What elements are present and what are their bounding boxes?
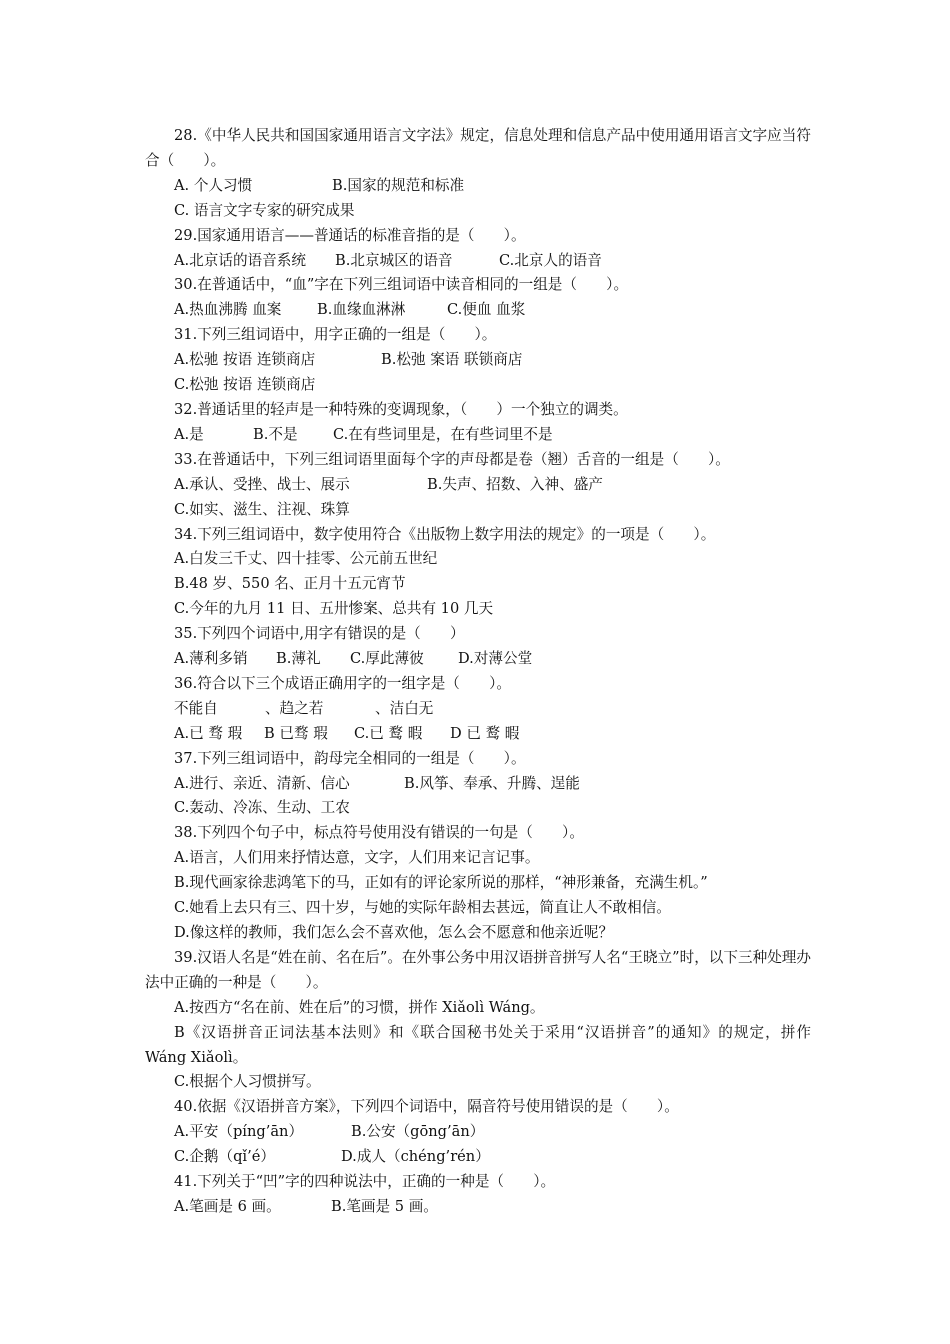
option-row — [145, 697, 811, 722]
text-line: C. 语言文字专家的研究成果 — [174, 201, 355, 219]
option-item: B.失声、招数、入神、盛产 — [427, 475, 603, 493]
option-item: 、洁白无 — [375, 699, 434, 717]
text-line: B《汉语拼音正词法基本法则》和《联合国秘书处关于采用“汉语拼音”的通知》的规定，拼作 Wáng Xiǎolì。 — [145, 1023, 811, 1066]
text-line: D.像这样的教师，我们怎么会不喜欢他，怎么会不愿意和他亲近呢？ — [174, 924, 614, 941]
option-item: B.松弛 案语 联锁商店 — [381, 351, 523, 369]
option-item: A.进行、亲近、清新、信心 — [174, 774, 350, 792]
option-item: C.北京人的语音 — [499, 251, 602, 269]
option-row — [145, 1145, 811, 1170]
text-line: A.白发三千丈、四十挂零、公元前五世纪 — [174, 550, 438, 568]
option-item: B.公安（gōng’ān） — [351, 1123, 485, 1141]
option-row — [145, 174, 811, 199]
text-line: C.如实、滋生、注视、珠算 — [174, 500, 350, 518]
option-row — [145, 722, 811, 747]
text-line: 28.《中华人民共和国国家通用语言文字法》规定，信息处理和信息产品中使用通用语言文字应当符合（ ）。 — [145, 127, 811, 169]
text-line: C.轰动、冷冻、生动、工农 — [174, 799, 350, 817]
text-line: A.语言，人们用来抒情达意，文字，人们用来记言记事。 — [174, 849, 540, 867]
text-line: B.48 岁、550 名、正月十五元宵节 — [174, 575, 406, 593]
option-item: B.笔画是 5 画。 — [331, 1197, 438, 1215]
option-row — [145, 249, 811, 274]
option-item: C.已 鹜 暇 — [354, 724, 423, 742]
option-item: B.不是 — [253, 425, 298, 443]
text-line: 32.普通话里的轻声是一种特殊的变调现象，（ ）一个独立的调类。 — [174, 400, 628, 418]
text-line: 33.在普通话中，下列三组词语里面每个字的声母都是卷（翘）舌音的一组是（ ）。 — [174, 450, 730, 468]
option-item: A.已 骛 瑕 — [174, 724, 243, 742]
option-item: B 已骛 瑕 — [264, 724, 328, 742]
text-line: 39.汉语人名是“姓在前、名在后”。在外事公务中用汉语拼音拼写人名“王晓立”时，以下三种处理办法中正确的一种是（ ）。 — [145, 948, 811, 991]
option-row — [145, 1120, 811, 1145]
text-line: 31.下列三组词语中，用字正确的一组是（ ）。 — [174, 326, 497, 344]
option-item: D.成人（chéng’rén） — [341, 1148, 490, 1166]
text-line: A.按西方“名在前、姓在后”的习惯，拼作 Xiǎolì Wáng。 — [174, 998, 545, 1016]
text-line: 29.国家通用语言——普通话的标准音指的是（ ）。 — [174, 226, 526, 244]
text-line: 35.下列四个词语中,用字有错误的是（ ） — [174, 625, 465, 643]
option-item: A.北京话的语音系统 — [174, 251, 306, 269]
option-item: C.企鹅（qǐ’é） — [174, 1148, 275, 1166]
option-item: C.厚此薄彼 — [350, 650, 424, 668]
option-item: A.松驰 按语 连锁商店 — [174, 351, 316, 369]
option-item: 不能自 — [174, 699, 218, 717]
option-row — [145, 772, 811, 797]
text-line: 40.依据《汉语拼音方案》，下列四个词语中，隔音符号使用错误的是（ ）。 — [174, 1098, 679, 1116]
option-item: B.国家的规范和标准 — [332, 176, 465, 194]
text-line: 41.下列关于“凹”字的四种说法中，正确的一种是（ ）。 — [174, 1173, 556, 1191]
option-item: B.血缘血淋淋 — [317, 301, 406, 319]
option-item: D 已 鹜 暇 — [450, 724, 520, 742]
option-item: A.笔画是 6 画。 — [174, 1197, 281, 1215]
option-row — [145, 647, 811, 672]
text-line: B.现代画家徐悲鸿笔下的马，正如有的评论家所说的那样，“神形兼备，充满生机。” — [174, 874, 708, 892]
text-line: C.今年的九月 11 日、五卅惨案、总共有 10 几天 — [174, 600, 494, 618]
option-item: A. 个人习惯 — [174, 176, 253, 194]
option-item: A.承认、受挫、战士、展示 — [174, 475, 350, 493]
option-item: C.便血 血浆 — [447, 301, 526, 319]
text-line: 36.符合以下三个成语正确用字的一组字是（ ）。 — [174, 674, 511, 692]
option-item: A.是 — [174, 425, 204, 443]
text-line: C.松弛 按语 连锁商店 — [174, 376, 316, 394]
option-row — [145, 423, 811, 448]
option-row — [145, 348, 811, 373]
text-line: 34.下列三组词语中，数字使用符合《出版物上数字用法的规定》的一项是（ ）。 — [174, 525, 716, 543]
option-item: D.对薄公堂 — [458, 650, 533, 668]
text-line: C.她看上去只有三、四十岁，与她的实际年龄相去甚远，简直让人不敢相信。 — [174, 899, 671, 917]
option-row — [145, 1195, 811, 1220]
option-item: A.热血沸腾 血案 — [174, 301, 282, 319]
option-item: A.薄利多销 — [174, 650, 248, 668]
option-item: A.平安（píng’ān） — [174, 1123, 304, 1141]
option-item: B.薄礼 — [276, 650, 321, 668]
text-line: 38.下列四个句子中，标点符号使用没有错误的一句是（ ）。 — [174, 824, 584, 842]
option-item: B.北京城区的语音 — [335, 251, 453, 269]
option-row — [145, 473, 811, 498]
option-item: B.风筝、奉承、升腾、逞能 — [404, 774, 580, 792]
text-line: C.根据个人习惯拼写。 — [174, 1073, 321, 1091]
option-row — [145, 298, 811, 323]
exam-page — [145, 124, 811, 1220]
text-line: 37.下列三组词语中，韵母完全相同的一组是（ ）。 — [174, 749, 526, 767]
option-item: C.在有些词里是，在有些词里不是 — [333, 425, 553, 443]
option-item: 、趋之若 — [265, 699, 324, 717]
text-line: 30.在普通话中，“血”字在下列三组词语中读音相同的一组是（ ）。 — [174, 276, 629, 294]
